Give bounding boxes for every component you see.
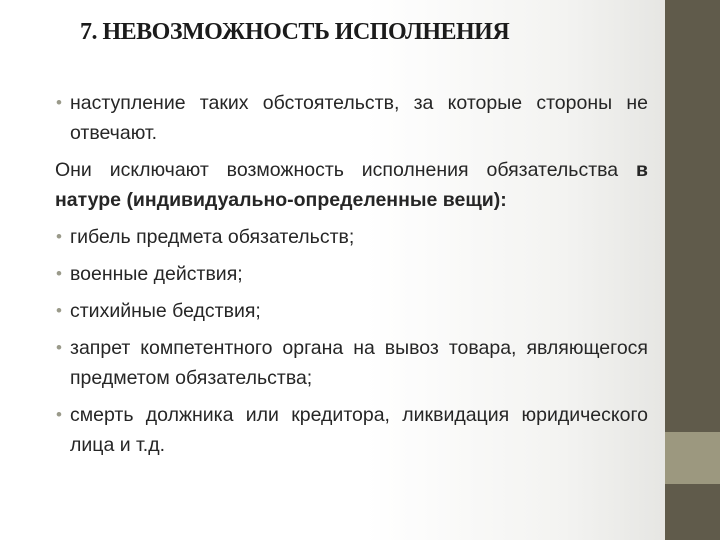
paragraph-bold-text: (индивидуально-определенные вещи): — [126, 189, 507, 211]
bullet-icon: • — [56, 227, 62, 246]
list-item-text: смерть должника или кредитора, ликвидация юридического лица и т.д. — [70, 404, 648, 456]
list-item — [55, 296, 648, 326]
list-item — [55, 222, 648, 252]
list-item — [55, 259, 648, 289]
paragraph-bold-text: в натуре — [55, 159, 648, 211]
bullet-icon: • — [56, 301, 62, 320]
slide-title: 7. НЕВОЗМОЖНОСТЬ ИСПОЛНЕНИЯ — [80, 19, 510, 45]
bullet-icon: • — [56, 93, 62, 112]
bullet-icon: • — [56, 264, 62, 283]
bullet-icon: • — [56, 338, 62, 357]
list-item — [55, 88, 648, 148]
bullet-icon: • — [56, 405, 62, 424]
list-item-text: военные действия; — [70, 263, 243, 285]
list-item-text: наступление таких обстоятельств, за которые стороны не отвечают. — [70, 92, 648, 144]
paragraph-text: Они исключают возможность исполнения обязательства — [55, 159, 619, 181]
list-item-text: запрет компетентного органа на вывоз товара, являющегося предметом обязательства; — [70, 337, 648, 389]
list-item — [55, 333, 648, 393]
sidebar-accent-block — [665, 432, 720, 484]
list-item-text: стихийные бедствия; — [70, 300, 261, 322]
paragraph — [55, 155, 648, 215]
slide-body — [55, 88, 648, 467]
list-item — [55, 400, 648, 460]
list-item-text: гибель предмета обязательств; — [70, 226, 355, 248]
